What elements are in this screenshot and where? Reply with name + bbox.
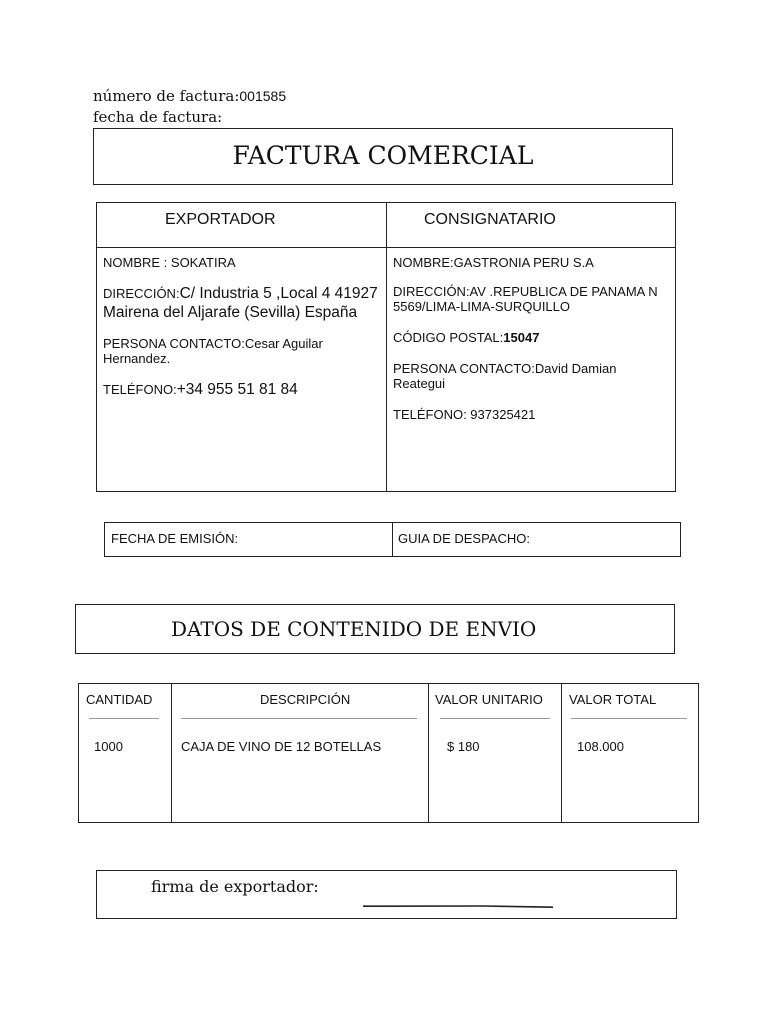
shipment-title: DATOS DE CONTENIDO DE ENVIO bbox=[171, 617, 537, 641]
goods-table bbox=[78, 683, 699, 823]
invoice-number bbox=[93, 87, 286, 105]
consignee-address: DIRECCIÓN:AV .REPUBLICA DE PANAMA N 5569/LIMA-LIMA-SURQUILLO bbox=[393, 284, 658, 314]
consignee-column bbox=[393, 255, 671, 436]
signature-label: firma de exportador: bbox=[151, 877, 319, 896]
goods-header-underline bbox=[440, 718, 550, 719]
consignee-header: CONSIGNATARIO bbox=[424, 211, 556, 228]
goods-cell-quantity: 1000 bbox=[94, 739, 123, 754]
goods-header-total-value: VALOR TOTAL bbox=[569, 692, 657, 707]
exporter-header: EXPORTADOR bbox=[165, 211, 276, 228]
title-box bbox=[93, 128, 673, 185]
emission-date-label: FECHA DE EMISIÓN: bbox=[111, 531, 239, 546]
emission-divider bbox=[392, 523, 393, 556]
signature-line bbox=[363, 905, 553, 908]
dispatch-guide-label: GUIA DE DESPACHO: bbox=[398, 531, 530, 546]
goods-header-unit-value: VALOR UNITARIO bbox=[435, 692, 543, 707]
goods-col-divider bbox=[561, 684, 562, 822]
exporter-contact: PERSONA CONTACTO:Cesar Aguilar Hernandez. bbox=[103, 336, 323, 366]
goods-col-divider bbox=[428, 684, 429, 822]
emission-table bbox=[104, 522, 681, 557]
signature-box bbox=[96, 870, 677, 919]
parties-header-rule bbox=[97, 247, 675, 248]
exporter-phone-label: TELÉFONO: bbox=[103, 382, 177, 397]
goods-cell-total-value: 108.000 bbox=[577, 739, 624, 754]
exporter-name: NOMBRE : SOKATIRA bbox=[103, 255, 236, 270]
exporter-address-label: DIRECCIÓN: bbox=[103, 286, 180, 301]
consignee-postal bbox=[393, 330, 671, 345]
exporter-phone-value: +34 955 51 81 84 bbox=[176, 381, 298, 398]
parties-table bbox=[96, 202, 676, 492]
exporter-address bbox=[103, 284, 381, 322]
consignee-contact: PERSONA CONTACTO:David Damian Reategui bbox=[393, 361, 617, 391]
page-title: FACTURA COMERCIAL bbox=[232, 141, 534, 170]
goods-cell-description: CAJA DE VINO DE 12 BOTELLAS bbox=[181, 739, 382, 754]
consignee-name: NOMBRE:GASTRONIA PERU S.A bbox=[393, 255, 594, 270]
consignee-postal-value: 15047 bbox=[503, 330, 540, 345]
shipment-title-box bbox=[75, 604, 675, 654]
exporter-address-value: C/ Industria 5 ,Local 4 41927 Mairena del Aljarafe (Sevilla) España bbox=[103, 285, 378, 321]
goods-cell-unit-value: $ 180 bbox=[447, 739, 480, 754]
invoice-date-label: fecha de factura: bbox=[93, 108, 223, 126]
consignee-postal-label: CÓDIGO POSTAL: bbox=[393, 330, 504, 345]
invoice-number-value: 001585 bbox=[239, 88, 287, 104]
consignee-phone: TELÉFONO: 937325421 bbox=[393, 407, 536, 422]
exporter-column bbox=[103, 255, 381, 413]
goods-header-underline bbox=[571, 718, 687, 719]
invoice-number-label: número de factura: bbox=[93, 87, 240, 105]
goods-header-underline bbox=[181, 718, 417, 719]
goods-header-quantity: CANTIDAD bbox=[86, 692, 153, 707]
goods-header-description: DESCRIPCIÓN bbox=[260, 692, 351, 707]
exporter-phone bbox=[103, 380, 381, 399]
goods-header-underline bbox=[89, 718, 159, 719]
goods-col-divider bbox=[171, 684, 172, 822]
